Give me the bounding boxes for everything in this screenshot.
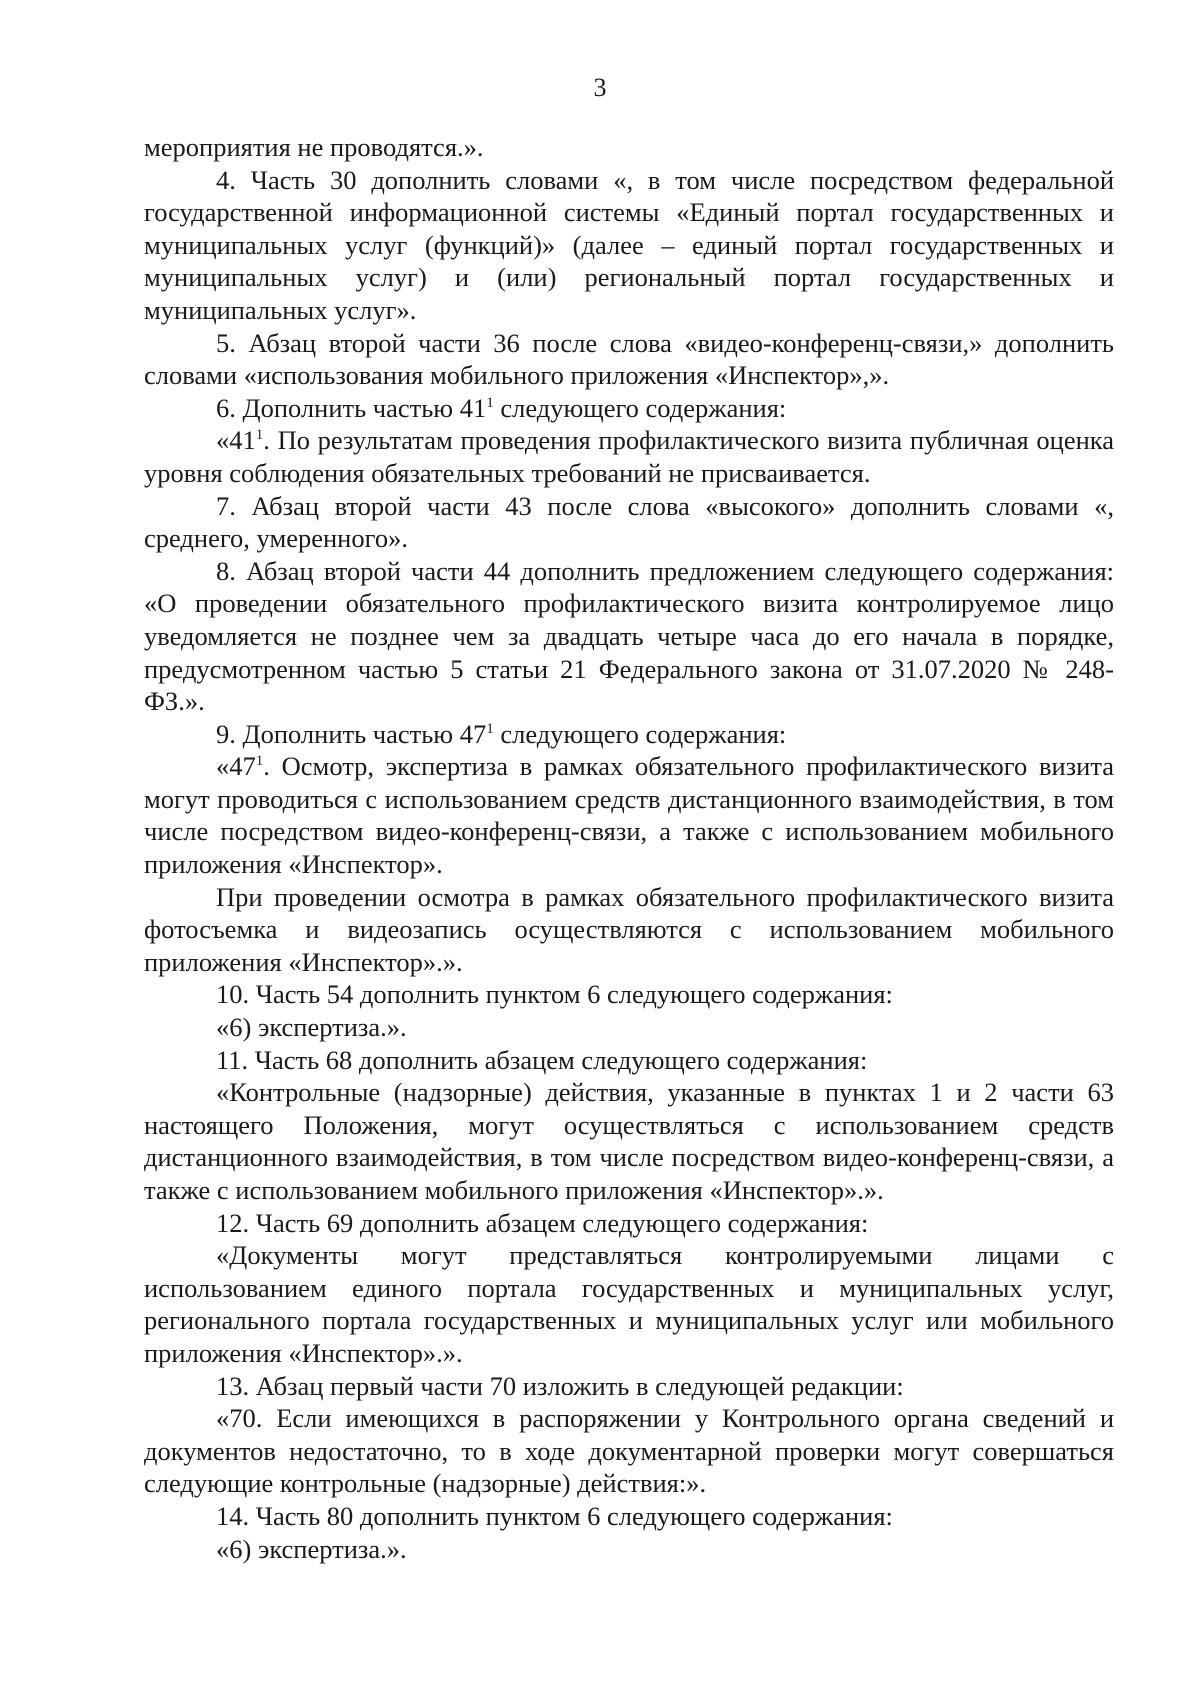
paragraph-item-4: 4. Часть 30 дополнить словами «, в том числе посредством федеральной государственной информационной системы «Единый портал государственных и муниципальных услуг (функций)» (далее – единый портал государственных и муниципальных услуг) и (или) региональный портал государственных и муниципальных услуг». (144, 164, 1114, 325)
superscript: 1 (255, 753, 264, 770)
paragraph-item-9 (144, 718, 1114, 751)
paragraph-text: 6. Дополнить частью 41 (216, 392, 487, 423)
paragraph-item-14: 14. Часть 80 дополнить пунктом 6 следующего содержания: (216, 1500, 893, 1531)
paragraph-item-12: 12. Часть 69 дополнить абзацем следующего содержания: (216, 1207, 869, 1238)
paragraph-item-10: 10. Часть 54 дополнить пунктом 6 следующего содержания: (216, 979, 893, 1010)
paragraph: «6) экспертиза.». (216, 1012, 407, 1043)
document-body (144, 131, 1114, 1565)
paragraph-text: . По результатам проведения профилактического визита публичная оценка уровня соблюдения обязательных требований не присваивается. (144, 425, 1114, 488)
paragraph-item-5: 5. Абзац второй части 36 после слова «видео-конференц-связи,» дополнить словами «использования мобильного приложения «Инспектор»,». (144, 327, 1114, 391)
paragraph: «Контрольные (надзорные) действия, указанные в пунктах 1 и 2 части 63 настоящего Положения, могут осуществляться с использованием средств дистанционного взаимодействия, в том числе посредством видео-конференц-связи, а также с использованием мобильного приложения «Инспектор».». (144, 1077, 1114, 1205)
paragraph-text: следующего содержания: (493, 718, 787, 749)
paragraph: «Документы могут представляться контролируемыми лицами с использованием единого портала государственных и муниципальных услуг, регионального портала государственных и муниципальных услуг или мобильного приложения «Инспектор».». (144, 1240, 1114, 1368)
paragraph-text: «41 (216, 425, 256, 456)
superscript: 1 (486, 720, 494, 737)
paragraph-quote-41-1 (144, 424, 1114, 489)
paragraph-text: «47 (216, 751, 256, 782)
page-number: 3 (593, 73, 607, 102)
paragraph-quote-47-1 (144, 750, 1114, 880)
paragraph: «6) экспертиза.». (216, 1533, 407, 1564)
paragraph-item-11: 11. Часть 68 дополнить абзацем следующего содержания: (216, 1044, 868, 1075)
paragraph: При проведении осмотра в рамках обязательного профилактического визита фотосъемка и видеозапись осуществляются с использованием мобильного приложения «Инспектор».». (144, 881, 1114, 977)
paragraph-text: 9. Дополнить частью 47 (216, 718, 487, 749)
superscript: 1 (255, 427, 264, 444)
paragraph-text: . Осмотр, экспертиза в рамках обязательного профилактического визита могут проводиться с использованием средств дистанционного взаимодействия, в том числе посредством видео-конференц-связи, а также с использованием мобильного приложения «Инспектор». (144, 751, 1114, 880)
paragraph-item-13: 13. Абзац первый части 70 изложить в следующей редакции: (216, 1370, 904, 1401)
superscript: 1 (486, 394, 494, 411)
paragraph-text: следующего содержания: (493, 392, 787, 423)
paragraph: мероприятия не проводятся.». (144, 132, 484, 162)
paragraph-item-7: 7. Абзац второй части 43 после слова «высокого» дополнить словами «, среднего, умеренного». (144, 490, 1114, 554)
paragraph-item-8: 8. Абзац второй части 44 дополнить предложением следующего содержания: «О проведении обязательного профилактического визита контролируемое лицо уведомляется не позднее чем за двадцать четыре часа до его начала в порядке, предусмотренном частью 5 статьи 21 Федерального закона от 31.07.2020 № 248-ФЗ.». (144, 555, 1114, 717)
paragraph: «70. Если имеющихся в распоряжении у Контрольного органа сведений и документов недостаточно, то в ходе документарной проверки могут совершаться следующие контрольные (надзорные) действия:». (144, 1403, 1114, 1499)
paragraph-item-6 (144, 392, 1114, 425)
